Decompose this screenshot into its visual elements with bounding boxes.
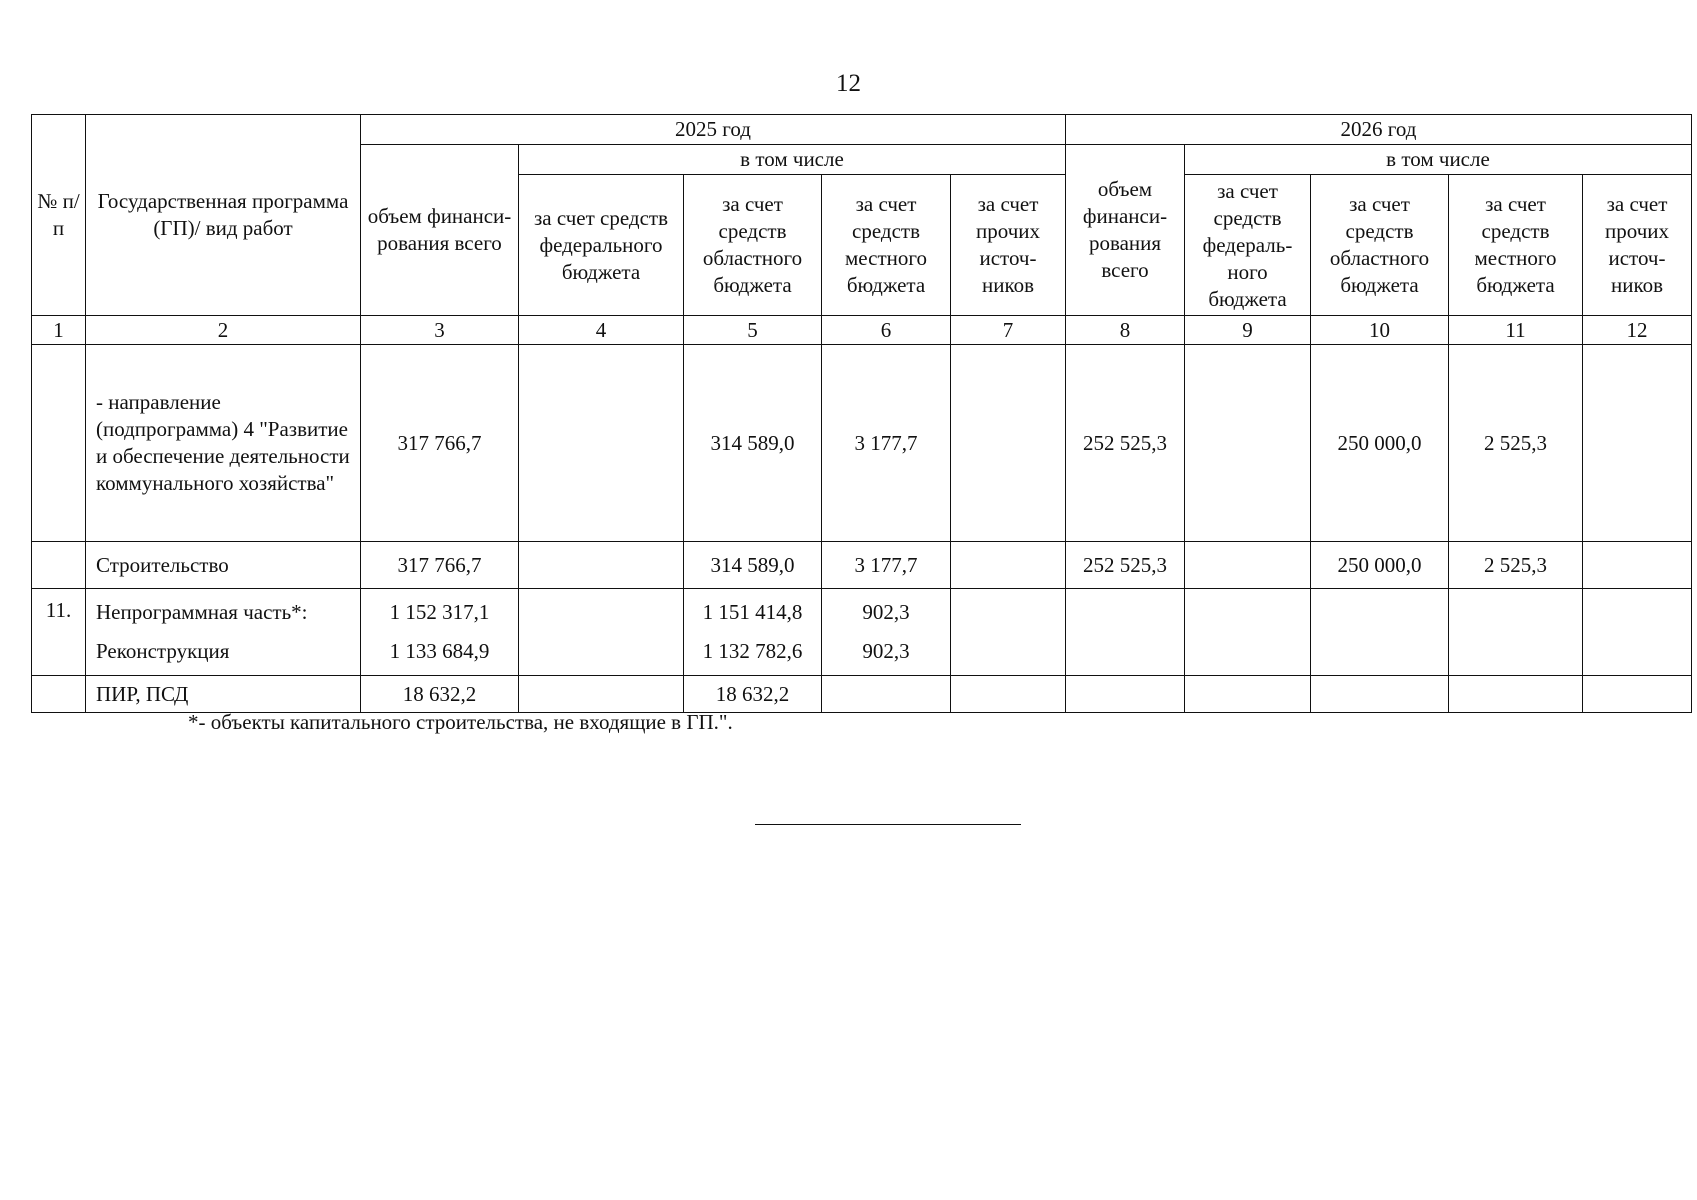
header-regional-2025: за счет средств областного бюджета (684, 175, 822, 316)
end-rule (755, 824, 1021, 825)
cell-value (519, 345, 684, 542)
page-number: 12 (836, 70, 861, 97)
column-number: 3 (361, 316, 519, 345)
cell-value (1583, 542, 1692, 589)
column-number: 8 (1066, 316, 1185, 345)
header-local-2025: за счет средств местного бюджета (822, 175, 951, 316)
column-number-row (32, 316, 1692, 345)
row-name-line: Непрограммная часть*: (96, 600, 308, 624)
header-regional-2026: за счет средств областного бюджета (1311, 175, 1449, 316)
header-year-2026: 2026 год (1066, 115, 1692, 145)
cell-value: 18 632,2 (684, 676, 822, 713)
row-number (32, 542, 86, 589)
table-row (32, 676, 1692, 713)
cell-line: 1 152 317,1 (389, 600, 490, 624)
header-other-2025: за счет прочих источ-ников (951, 175, 1066, 316)
column-number: 12 (1583, 316, 1692, 345)
cell-value (519, 676, 684, 713)
cell-value (684, 589, 822, 676)
header-total-2025: объем финанси-рования всего (361, 145, 519, 316)
row-name-line: Реконструкция (96, 639, 230, 663)
cell-value (1185, 676, 1311, 713)
column-number: 1 (32, 316, 86, 345)
cell-value (1185, 589, 1311, 676)
cell-line: 1 132 782,6 (702, 639, 803, 663)
row-name: Строительство (86, 542, 361, 589)
header-year-2025: 2025 год (361, 115, 1066, 145)
header-row-years (32, 115, 1692, 145)
cell-value (951, 345, 1066, 542)
cell-value: 314 589,0 (684, 542, 822, 589)
column-number: 6 (822, 316, 951, 345)
cell-value (1311, 676, 1449, 713)
cell-value (951, 676, 1066, 713)
cell-value (951, 542, 1066, 589)
row-name: - направление (подпрограмма) 4 "Развитие и обеспечение деятельности коммунального хозяйства" (86, 345, 361, 542)
column-number: 9 (1185, 316, 1311, 345)
cell-value (1449, 589, 1583, 676)
row-number (32, 676, 86, 713)
table-row (32, 589, 1692, 676)
cell-value (519, 589, 684, 676)
column-number: 2 (86, 316, 361, 345)
financing-table (31, 114, 1692, 713)
header-including-2025: в том числе (519, 145, 1066, 175)
column-number: 5 (684, 316, 822, 345)
cell-line: 902,3 (862, 639, 910, 663)
cell-value: 2 525,3 (1449, 345, 1583, 542)
cell-value: 2 525,3 (1449, 542, 1583, 589)
cell-line: 1 151 414,8 (702, 600, 803, 624)
column-number: 7 (951, 316, 1066, 345)
header-number: № п/п (32, 115, 86, 316)
cell-line: 902,3 (862, 600, 910, 624)
column-number: 10 (1311, 316, 1449, 345)
cell-value (1066, 676, 1185, 713)
table-row (32, 542, 1692, 589)
cell-value (1583, 589, 1692, 676)
row-number: 11. (32, 589, 86, 676)
cell-value (1583, 345, 1692, 542)
cell-value (822, 676, 951, 713)
cell-value: 3 177,7 (822, 345, 951, 542)
cell-value (1185, 345, 1311, 542)
cell-line: 1 133 684,9 (389, 639, 490, 663)
header-program: Государственная программа (ГП)/ вид работ (86, 115, 361, 316)
column-number: 11 (1449, 316, 1583, 345)
cell-value: 317 766,7 (361, 345, 519, 542)
cell-value (1449, 676, 1583, 713)
cell-value (519, 542, 684, 589)
cell-value (361, 589, 519, 676)
footnote: *- объекты капитального строительства, не входящие в ГП.". (188, 710, 733, 734)
header-federal-2026: за счет средств федераль-ного бюджета (1185, 175, 1311, 316)
cell-value: 317 766,7 (361, 542, 519, 589)
cell-value (1311, 589, 1449, 676)
cell-value: 250 000,0 (1311, 345, 1449, 542)
cell-value: 252 525,3 (1066, 542, 1185, 589)
header-total-2026: объем финанси-рования всего (1066, 145, 1185, 316)
column-number: 4 (519, 316, 684, 345)
cell-value: 252 525,3 (1066, 345, 1185, 542)
row-name: ПИР, ПСД (86, 676, 361, 713)
header-including-2026: в том числе (1185, 145, 1692, 175)
row-number (32, 345, 86, 542)
cell-value (951, 589, 1066, 676)
cell-value (1185, 542, 1311, 589)
cell-value (1583, 676, 1692, 713)
cell-value (822, 589, 951, 676)
table-row (32, 345, 1692, 542)
header-other-2026: за счет прочих источ-ников (1583, 175, 1692, 316)
cell-value: 314 589,0 (684, 345, 822, 542)
cell-value (1066, 589, 1185, 676)
header-local-2026: за счет средств местного бюджета (1449, 175, 1583, 316)
header-federal-2025: за счет средств федерального бюджета (519, 175, 684, 316)
row-name (86, 589, 361, 676)
cell-value: 250 000,0 (1311, 542, 1449, 589)
cell-value: 18 632,2 (361, 676, 519, 713)
cell-value: 3 177,7 (822, 542, 951, 589)
